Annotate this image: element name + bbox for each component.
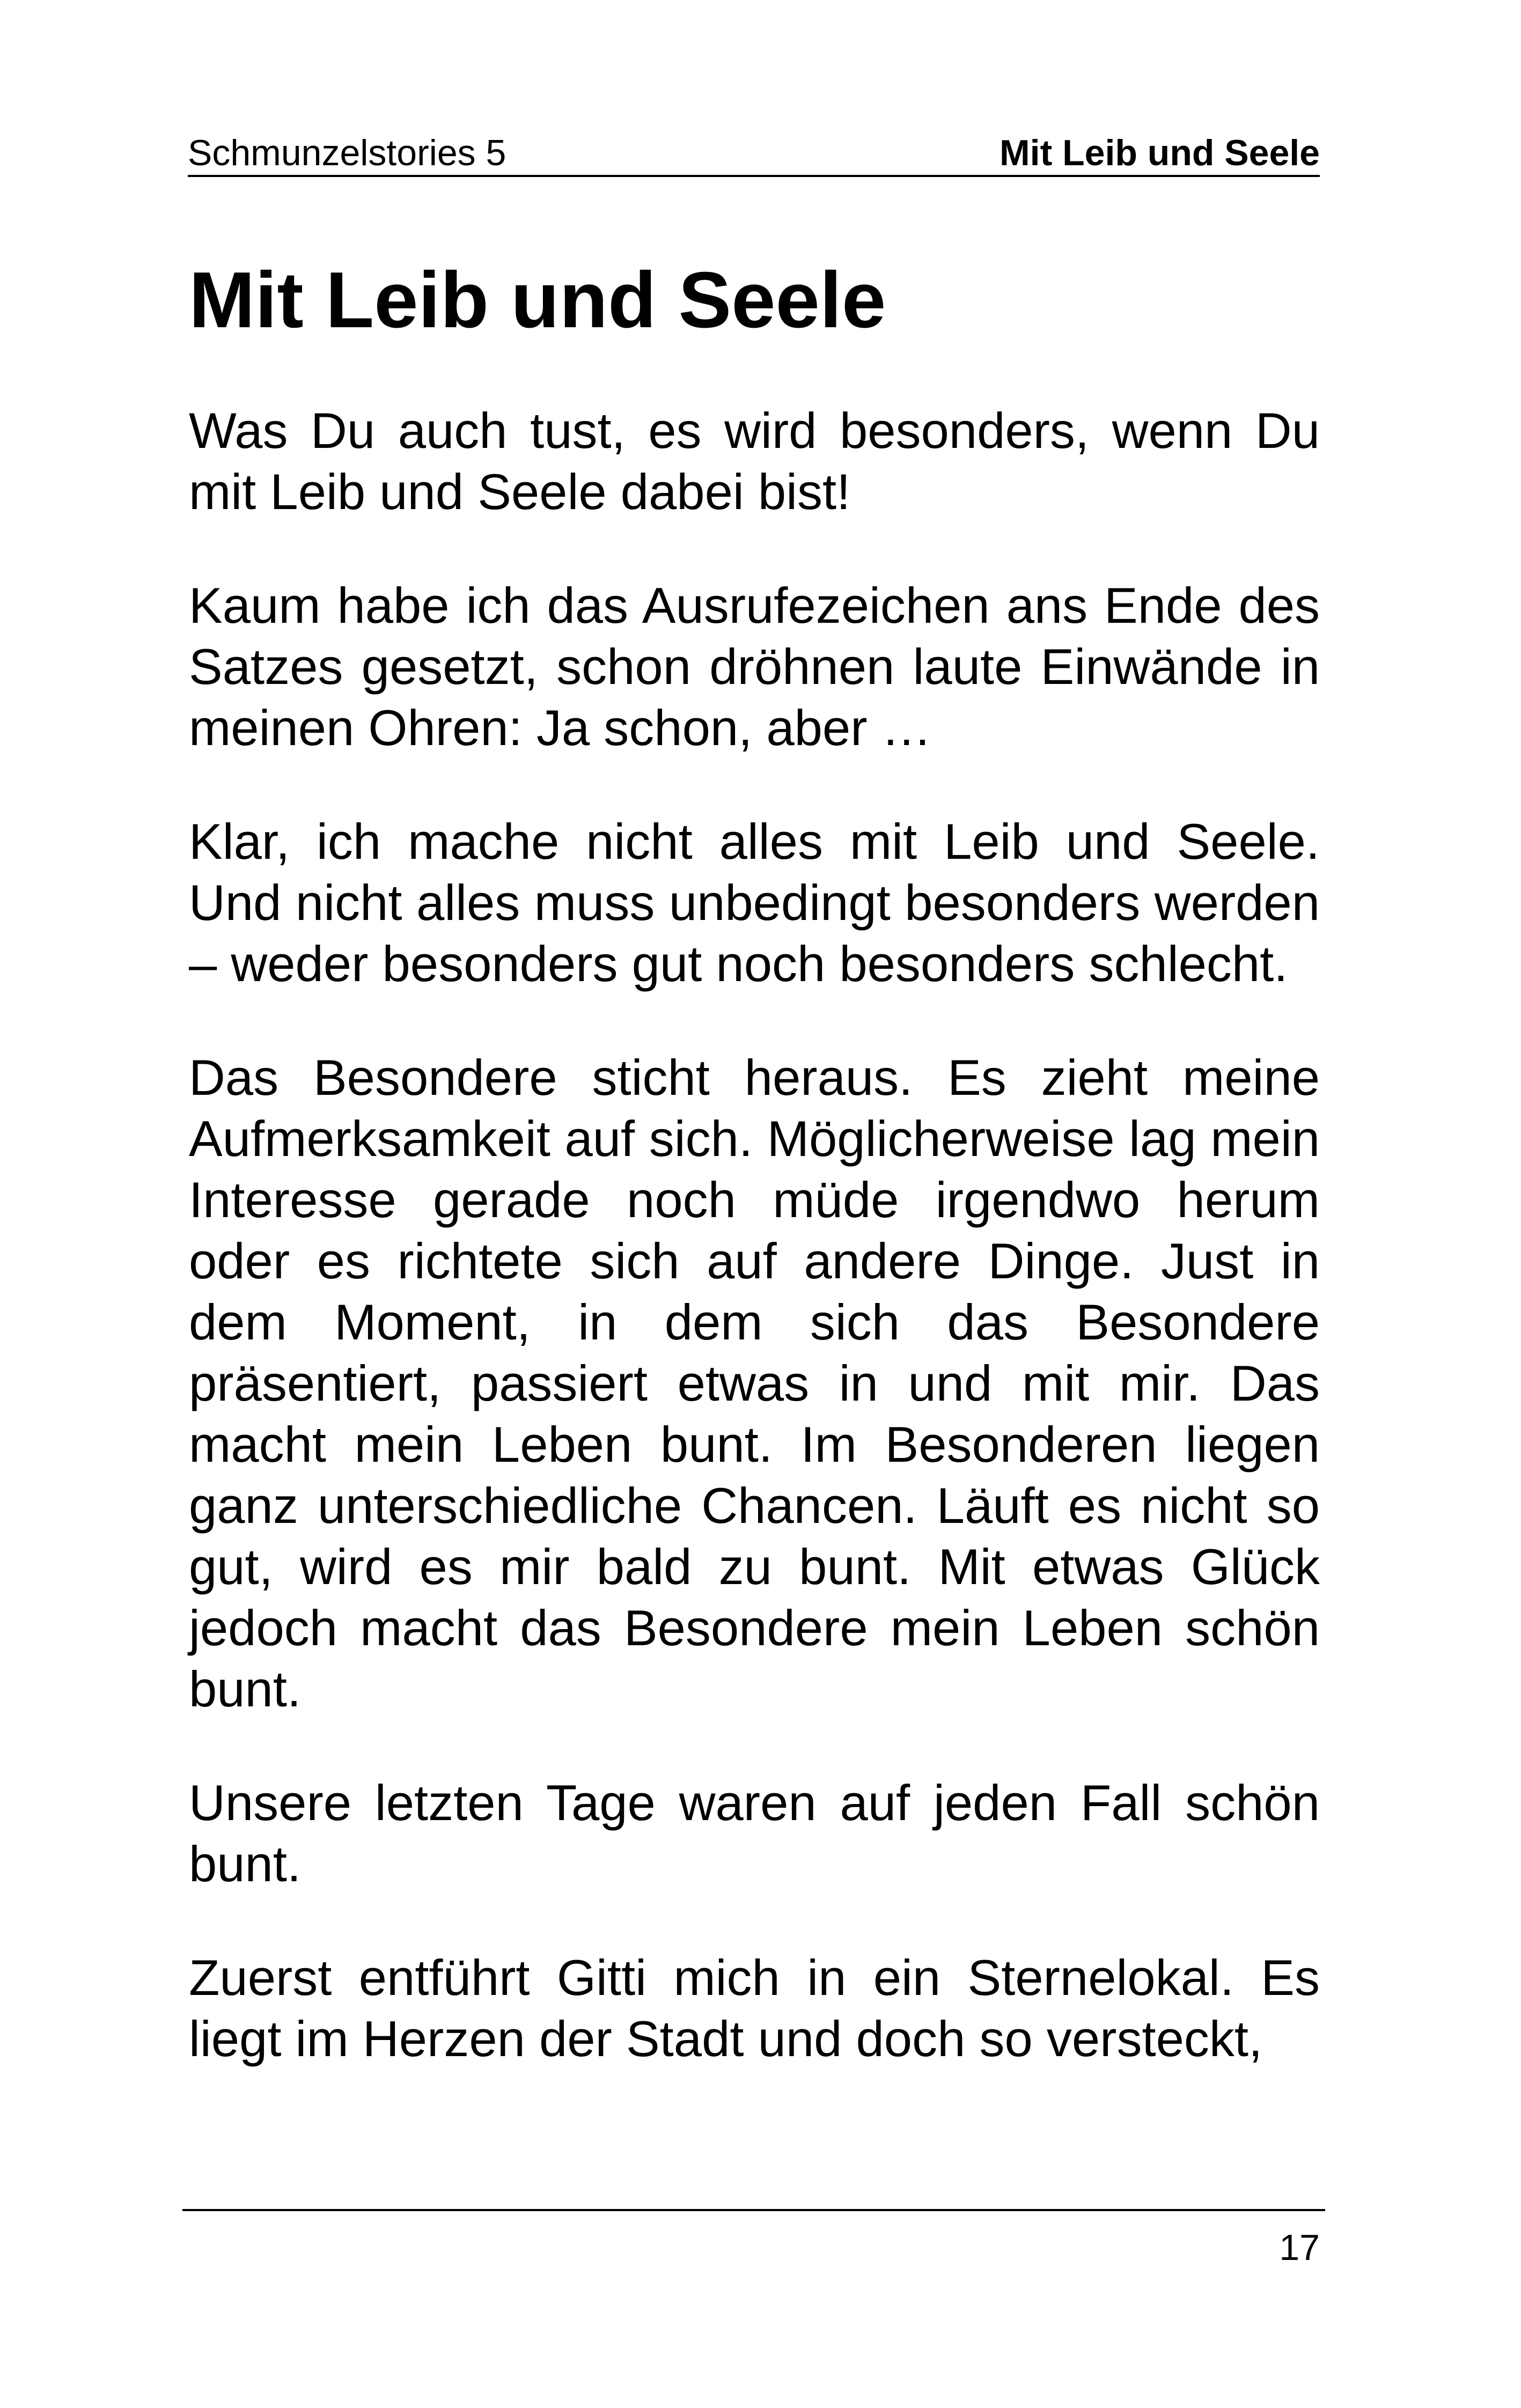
page-body [189, 252, 1320, 2070]
header-chapter-title: Mit Leib und Seele [1000, 132, 1320, 173]
running-header [188, 129, 1320, 177]
page-number: 17 [1279, 2227, 1320, 2268]
paragraph-4: Das Besondere sticht heraus. Es zieht meine Aufmerksamkeit auf sich. Möglicherweise lag mein Interesse gerade noch müde irgendwo herum oder es richtete sich auf andere Dinge. Just in dem Moment, in dem sich das Besondere präsentiert, passiert etwas in und mit mir. Das macht mein Leben bunt. Im Besonderen liegen ganz unterschiedliche Chancen. Läuft es nicht so gut, wird es mir bald zu bunt. Mit etwas Glück jedoch macht das Besondere mein Leben schön bunt. [189, 1049, 1320, 1717]
footer-rule [182, 2209, 1325, 2211]
paragraph-2: Kaum habe ich das Ausrufezeichen ans Ende des Satzes gesetzt, schon dröhnen laute Einwände in meinen Ohren: Ja schon, aber … [189, 577, 1320, 756]
paragraph-3: Klar, ich mache nicht alles mit Leib und Seele. Und nicht alles muss unbedingt besonders werden – weder besonders gut noch besonders schlecht. [189, 813, 1320, 992]
paragraph-6: Zuerst entführt Gitti mich in ein Sternelokal. Es liegt im Herzen der Stadt und doch so versteckt, [189, 1949, 1320, 2067]
paragraph-5: Unsere letzten Tage waren auf jeden Fall schön bunt. [189, 1774, 1320, 1892]
paragraph-1: Was Du auch tust, es wird besonders, wenn Du mit Leib und Seele dabei bist! [189, 402, 1320, 520]
header-book-title: Schmunzelstories 5 [188, 132, 506, 173]
chapter-title: Mit Leib und Seele [189, 256, 886, 344]
